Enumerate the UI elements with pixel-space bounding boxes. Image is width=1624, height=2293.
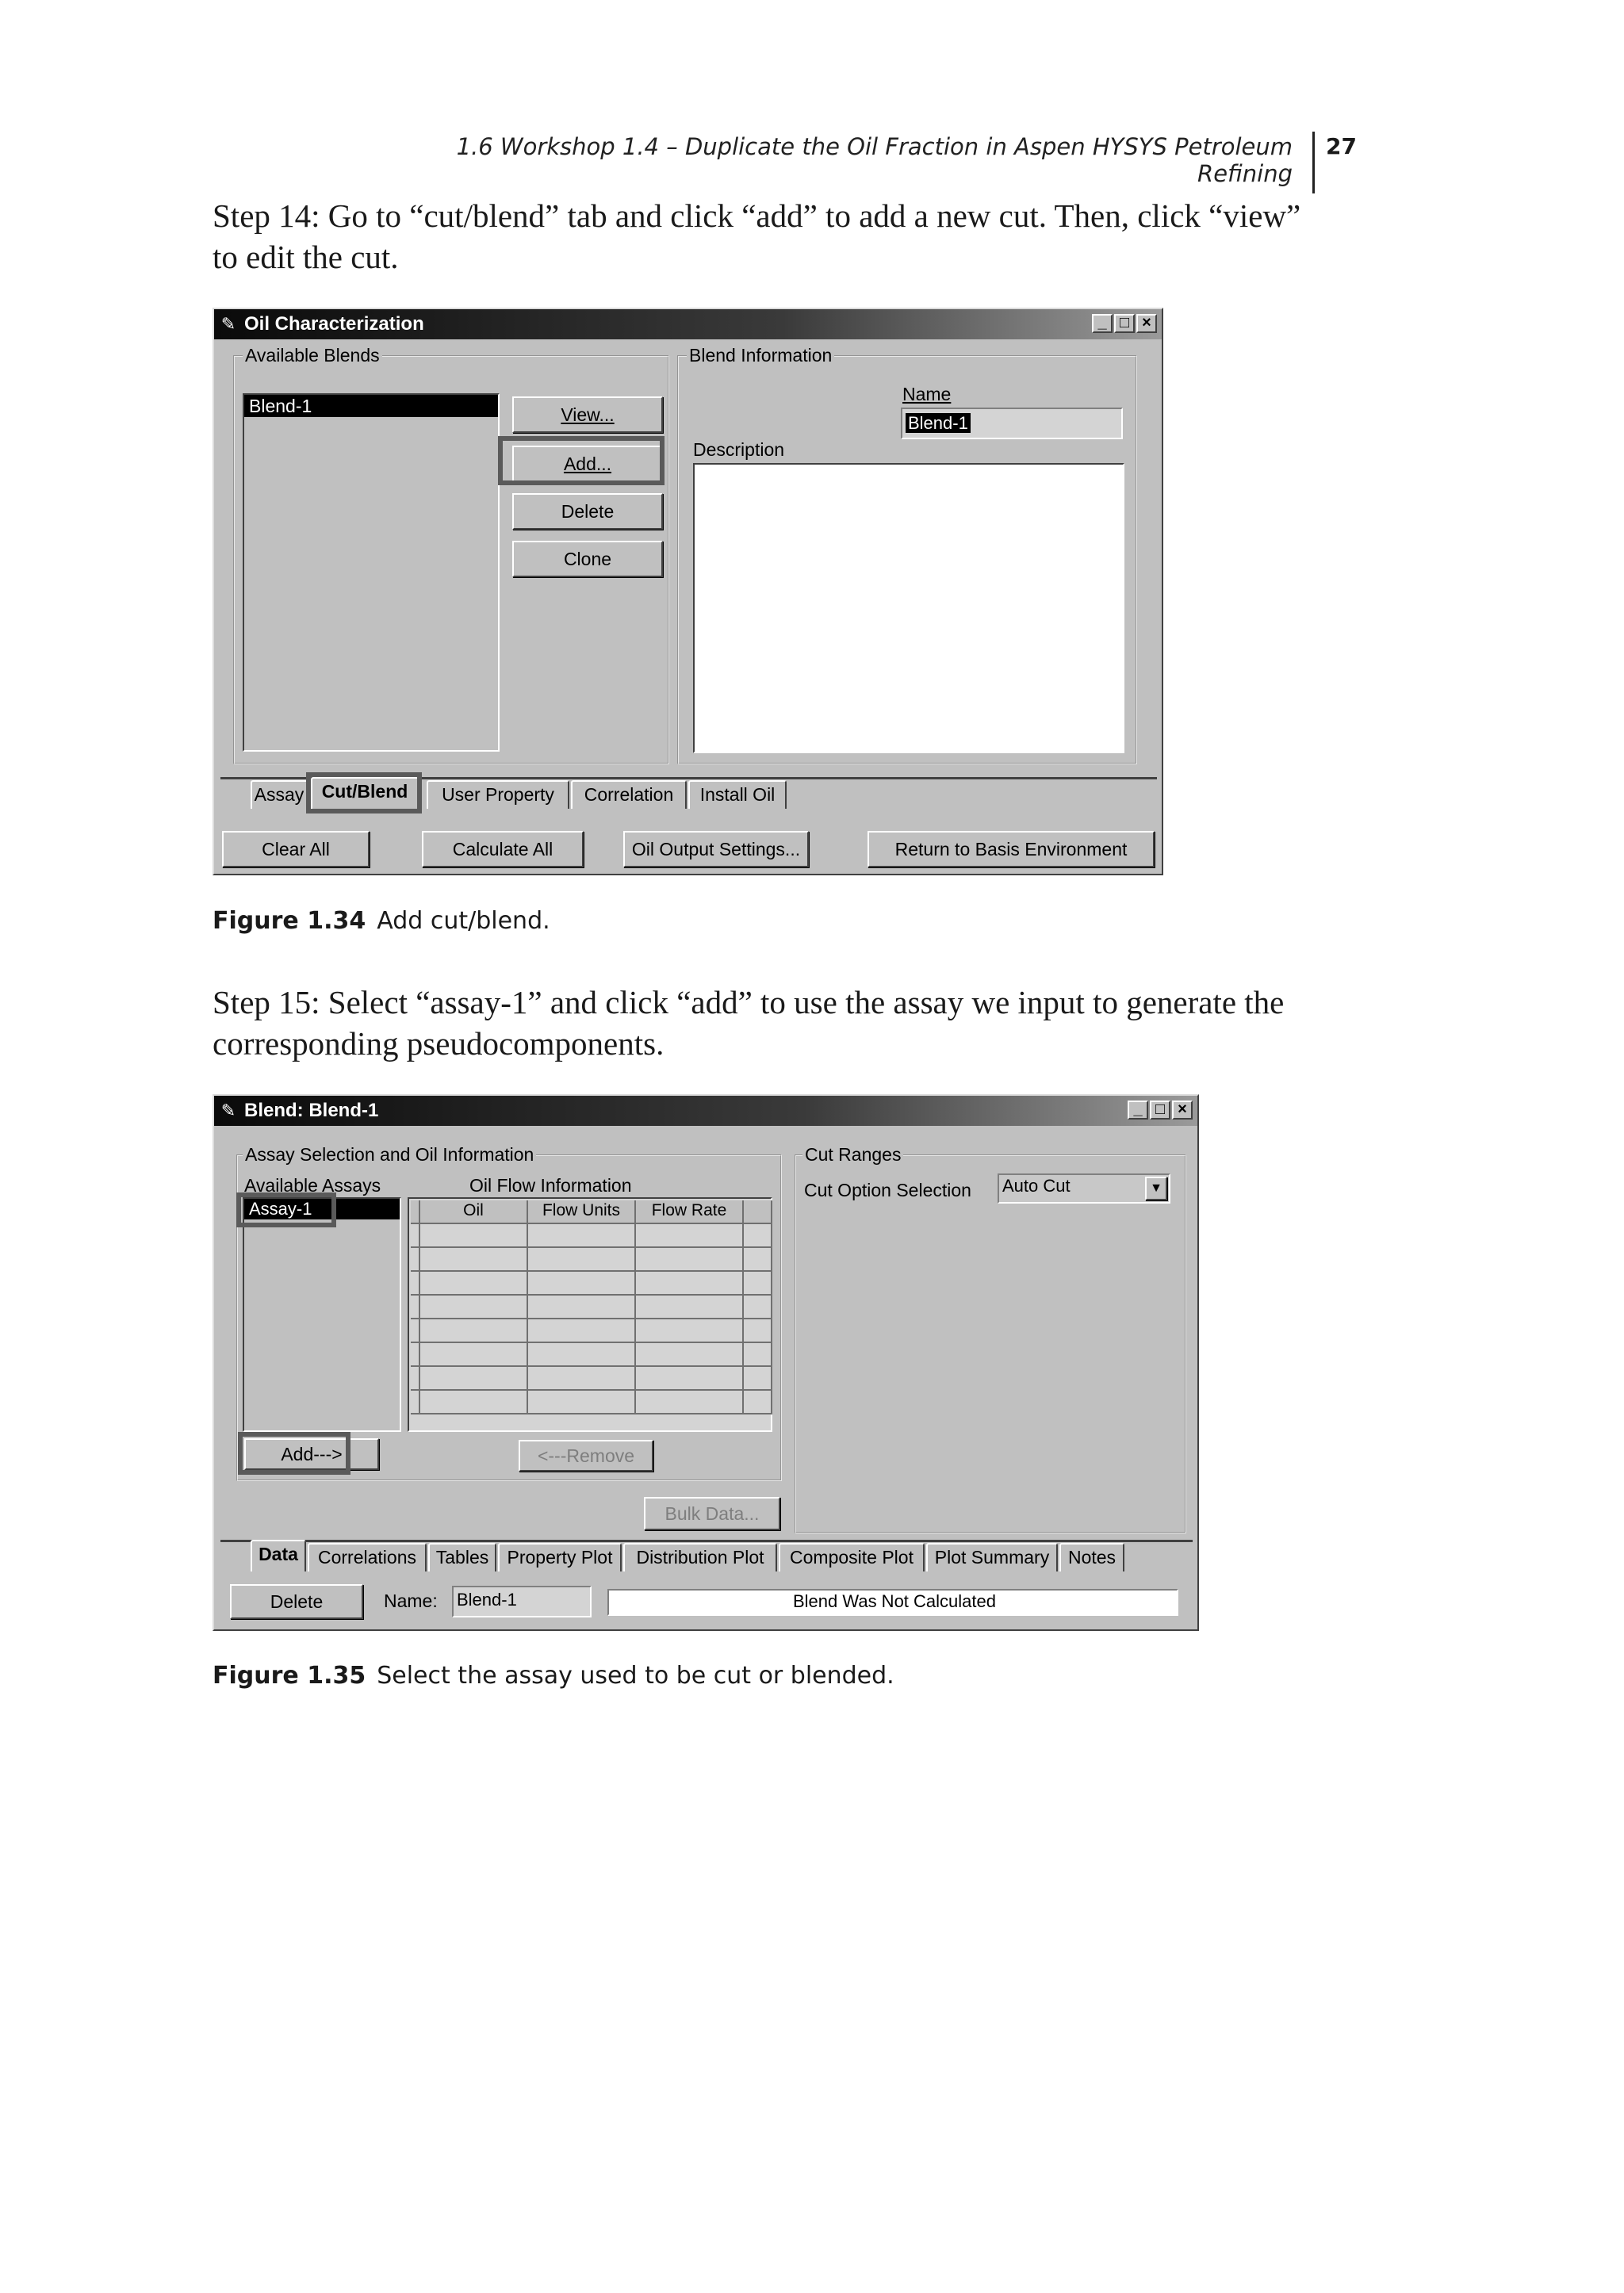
assay-list[interactable]	[243, 1197, 401, 1432]
description-field[interactable]	[693, 463, 1124, 753]
chevron-down-icon[interactable]: ▼	[1145, 1177, 1167, 1200]
caption-text: Select the assay used to be cut or blended.	[377, 1662, 894, 1690]
blend-information-label: Blend Information	[687, 346, 834, 365]
grid-header: Oil	[420, 1200, 528, 1224]
grid-cell[interactable]	[420, 1319, 528, 1343]
tab-data[interactable]: Data	[251, 1540, 306, 1571]
title-bar	[214, 1096, 1197, 1126]
grid-cell[interactable]	[528, 1248, 636, 1272]
grid-cell[interactable]	[744, 1248, 772, 1272]
grid-cell[interactable]	[744, 1296, 772, 1319]
cut-option-value: Auto Cut	[1002, 1176, 1071, 1196]
add-assay-highlight	[238, 1432, 350, 1475]
grid-cell[interactable]	[411, 1367, 420, 1391]
figure-1-35-caption	[213, 1662, 894, 1690]
grid-cell[interactable]	[420, 1296, 528, 1319]
oil-flow-label: Oil Flow Information	[469, 1175, 632, 1196]
caption-text: Add cut/blend.	[377, 907, 550, 935]
name-label: Name:	[384, 1591, 438, 1611]
minimize-button[interactable]: _	[1128, 1101, 1148, 1120]
calculate-all-button[interactable]: Calculate All	[422, 831, 584, 867]
grid-cell[interactable]	[411, 1272, 420, 1296]
name-value: Blend-1	[906, 413, 971, 433]
delete-button[interactable]: Delete	[512, 493, 663, 530]
grid-cell[interactable]	[744, 1319, 772, 1343]
view-button[interactable]: View...	[512, 396, 663, 433]
grid-cell[interactable]	[528, 1296, 636, 1319]
app-icon: ✎	[220, 1101, 236, 1120]
blend-list-item[interactable]: Blend-1	[244, 395, 498, 417]
grid-cell[interactable]	[420, 1224, 528, 1248]
page-number: 27	[1326, 133, 1357, 159]
close-button[interactable]: ×	[1172, 1101, 1193, 1120]
tab-strip-line	[220, 1540, 1193, 1542]
bulk-data-button[interactable]: Bulk Data...	[644, 1497, 780, 1530]
maximize-button[interactable]: □	[1150, 1101, 1170, 1120]
tab-user-property[interactable]: User Property	[427, 780, 569, 809]
grid-cell[interactable]	[528, 1319, 636, 1343]
tab-property-plot[interactable]: Property Plot	[498, 1543, 622, 1571]
grid-cell[interactable]	[744, 1272, 772, 1296]
add-highlight	[498, 436, 665, 485]
cut-option-label: Cut Option Selection	[804, 1180, 971, 1200]
grid-cell[interactable]	[528, 1224, 636, 1248]
title-bar	[214, 309, 1162, 339]
grid-header: Flow Units	[528, 1200, 636, 1224]
clear-all-button[interactable]: Clear All	[222, 831, 370, 867]
cut-ranges-group	[795, 1154, 1186, 1533]
grid-cell[interactable]	[636, 1272, 744, 1296]
grid-cell[interactable]	[636, 1224, 744, 1248]
maximize-button[interactable]: □	[1114, 314, 1135, 333]
grid-cell[interactable]	[411, 1319, 420, 1343]
tab-assay[interactable]: Assay	[251, 780, 308, 809]
grid-cell[interactable]	[744, 1343, 772, 1367]
blend-list[interactable]	[243, 393, 500, 752]
remove-button[interactable]: <---Remove	[519, 1440, 653, 1472]
assay-highlight	[236, 1192, 336, 1227]
tab-distribution-plot[interactable]: Distribution Plot	[623, 1543, 777, 1571]
step-14-text: Step 14: Go to “cut/blend” tab and click “add” to add a new cut. Then, click “view” to edit the cut.	[213, 197, 1301, 275]
minimize-button[interactable]: _	[1092, 314, 1113, 333]
tab-install-oil[interactable]: Install Oil	[688, 780, 787, 809]
grid-cell[interactable]	[411, 1391, 420, 1414]
cut-option-select[interactable]	[998, 1173, 1170, 1204]
oil-output-settings-button[interactable]: Oil Output Settings...	[623, 831, 809, 867]
assay-list-item[interactable]: Assay-1	[244, 1199, 400, 1219]
grid-cell[interactable]	[636, 1319, 744, 1343]
grid-header-blank	[411, 1200, 420, 1224]
grid-cell[interactable]	[411, 1224, 420, 1248]
grid-cell[interactable]	[528, 1367, 636, 1391]
caption-number: Figure 1.35	[213, 1662, 366, 1690]
grid-cell[interactable]	[636, 1296, 744, 1319]
caption-number: Figure 1.34	[213, 907, 366, 935]
grid-cell[interactable]	[636, 1248, 744, 1272]
grid-header-blank	[744, 1200, 772, 1224]
grid-cell[interactable]	[420, 1367, 528, 1391]
tab-correlations[interactable]: Correlations	[308, 1543, 427, 1571]
delete-button[interactable]: Delete	[230, 1584, 363, 1619]
grid-cell[interactable]	[411, 1296, 420, 1319]
assay-selection-label: Assay Selection and Oil Information	[243, 1145, 536, 1164]
return-to-basis-button[interactable]: Return to Basis Environment	[868, 831, 1155, 867]
cut-ranges-label: Cut Ranges	[802, 1145, 903, 1164]
running-head: 1.6 Workshop 1.4 – Duplicate the Oil Fraction in Aspen HYSYS Petroleum Refining	[456, 133, 1293, 187]
tab-correlation[interactable]: Correlation	[571, 780, 687, 809]
status-field: Blend Was Not Calculated	[607, 1589, 1178, 1616]
clone-button[interactable]: Clone	[512, 541, 663, 577]
name-label: Name	[902, 384, 952, 404]
tab-plot-summary[interactable]: Plot Summary	[926, 1543, 1058, 1571]
name-field[interactable]	[901, 408, 1123, 439]
grid-cell[interactable]	[528, 1343, 636, 1367]
close-button[interactable]: ×	[1136, 314, 1157, 333]
blend-window	[213, 1094, 1199, 1631]
grid-cell[interactable]	[411, 1248, 420, 1272]
grid-cell[interactable]	[744, 1391, 772, 1414]
available-blends-label: Available Blends	[243, 346, 382, 365]
available-assays-label: Available Assays	[244, 1175, 381, 1196]
oil-characterization-window	[213, 308, 1163, 875]
step-15-text: Step 15: Select “assay-1” and click “add” to use the assay we input to generate the corresponding pseudocomponents.	[213, 984, 1285, 1062]
tab-notes[interactable]: Notes	[1059, 1543, 1124, 1571]
grid-cell[interactable]	[636, 1367, 744, 1391]
grid-cell[interactable]	[420, 1343, 528, 1367]
page-divider	[1312, 132, 1315, 193]
window-title: Blend: Blend-1	[244, 1100, 379, 1121]
tab-composite-plot[interactable]: Composite Plot	[779, 1543, 925, 1571]
tab-cut-blend[interactable]: Cut/Blend	[311, 777, 419, 809]
add-button[interactable]: Add...	[512, 446, 663, 482]
description-label: Description	[693, 439, 785, 460]
grid-cell[interactable]	[420, 1248, 528, 1272]
grid-cell[interactable]	[636, 1343, 744, 1367]
grid-cell[interactable]	[528, 1272, 636, 1296]
tab-tables[interactable]: Tables	[428, 1543, 496, 1571]
add-assay-button[interactable]: Add--->	[244, 1438, 379, 1470]
grid-header: Flow Rate	[636, 1200, 744, 1224]
grid-cell[interactable]	[420, 1272, 528, 1296]
name-field[interactable]: Blend-1	[452, 1586, 592, 1617]
figure-1-34-caption	[213, 907, 550, 935]
window-title: Oil Characterization	[244, 313, 424, 335]
cut-blend-highlight	[306, 772, 422, 813]
grid-cell[interactable]	[411, 1343, 420, 1367]
grid-cell[interactable]	[528, 1391, 636, 1414]
grid-cell[interactable]	[744, 1224, 772, 1248]
grid-cell[interactable]	[420, 1391, 528, 1414]
grid-cell[interactable]	[636, 1391, 744, 1414]
app-icon: ✎	[220, 314, 236, 334]
grid-cell[interactable]	[744, 1367, 772, 1391]
